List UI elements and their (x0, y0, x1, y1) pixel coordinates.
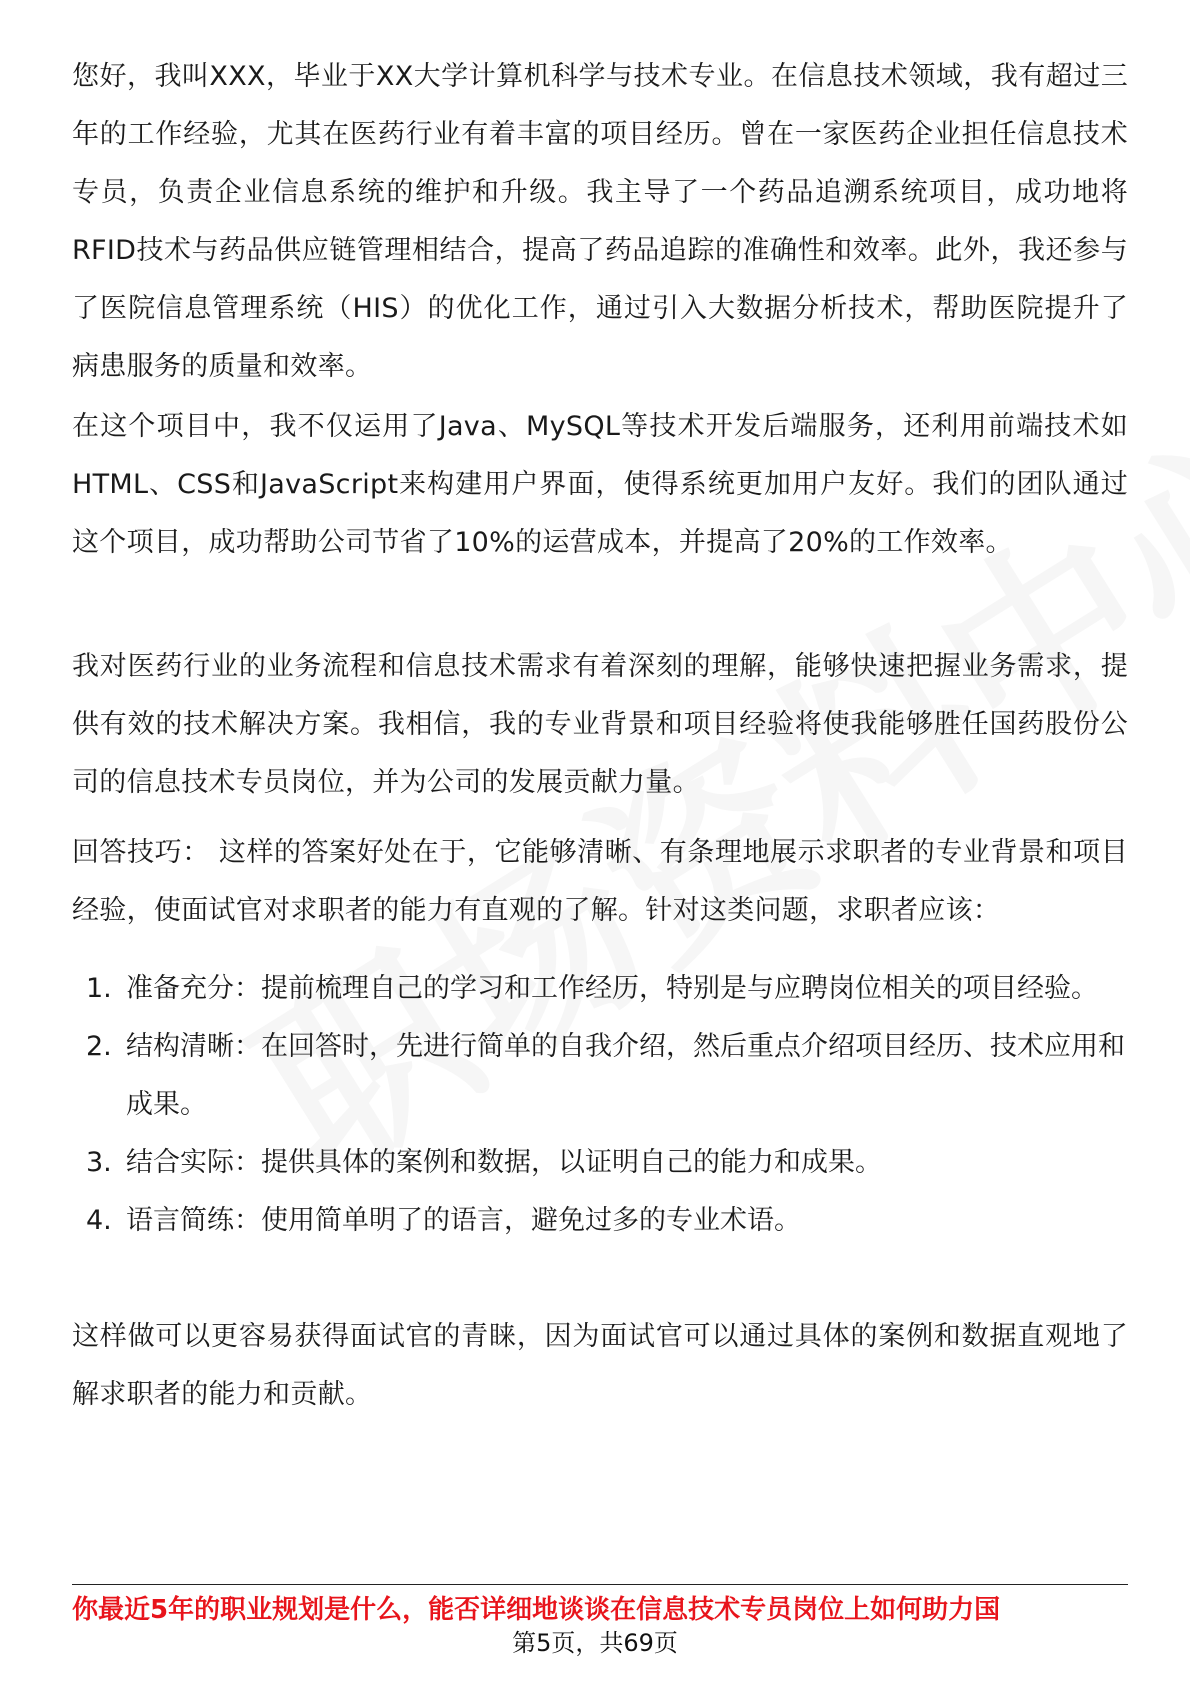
understanding-paragraph: 我对医药行业的业务流程和信息技术需求有着深刻的理解，能够快速把握业务需求，提供有效的技术解决方案。我相信，我的专业背景和项目经验将使我能够胜任国药股份公司的信息技术专员岗位，并为公司的发展贡献力量。 (72, 651, 1128, 798)
project-paragraph: 在这个项目中，我不仅运用了Java、MySQL等技术开发后端服务，还利用前端技术如HTML、CSS和JavaScript来构建用户界面，使得系统更加用户友好。我们的团队通过这个项目，成功帮助公司节省了10%的运营成本，并提高了20%的工作效率。 (72, 411, 1128, 558)
list-item-text: 结合实际：提供具体的案例和数据，以证明自己的能力和成果。 (126, 1147, 882, 1178)
closing-paragraph: 这样做可以更容易获得面试官的青睐，因为面试官可以通过具体的案例和数据直观地了解求职者的能力和贡献。 (72, 1321, 1128, 1410)
list-item (72, 1018, 1128, 1134)
tips-list (72, 960, 1128, 1250)
list-item (72, 960, 1128, 1018)
list-item-text: 准备充分：提前梳理自己的学习和工作经历，特别是与应聘岗位相关的项目经验。 (126, 973, 1098, 1004)
section-divider (72, 1584, 1128, 1585)
list-item (72, 1192, 1128, 1250)
intro-paragraph: 您好，我叫XXX，毕业于XX大学计算机科学与技术专业。在信息技术领域，我有超过三年的工作经验，尤其在医药行业有着丰富的项目经历。曾在一家医药企业担任信息技术专员，负责企业信息系统的维护和升级。我主导了一个药品追溯系统项目，成功地将RFID技术与药品供应链管理相结合，提高了药品追踪的准确性和效率。此外，我还参与了医院信息管理系统（HIS）的优化工作，通过引入大数据分析技术，帮助医院提升了病患服务的质量和效率。 (72, 61, 1128, 382)
list-item-text: 结构清晰：在回答时，先进行简单的自我介绍，然后重点介绍项目经历、技术应用和成果。 (126, 1031, 1125, 1120)
list-item-number: 2. (86, 1031, 112, 1062)
page-number: 第5页，共69页 (512, 1629, 678, 1657)
answer-tips-paragraph: 回答技巧： 这样的答案好处在于，它能够清晰、有条理地展示求职者的专业背景和项目经验，使面试官对求职者的能力有直观的了解。针对这类问题，求职者应该： (72, 837, 1128, 926)
list-item-number: 3. (86, 1147, 112, 1178)
list-item (72, 1134, 1128, 1192)
list-item-number: 4. (86, 1205, 112, 1236)
list-item-text: 语言简练：使用简单明了的语言，避免过多的专业术语。 (126, 1205, 801, 1236)
list-item-number: 1. (86, 973, 112, 1004)
next-question-heading: 你最近5年的职业规划是什么，能否详细地谈谈在信息技术专员岗位上如何助力国 (72, 1595, 1001, 1625)
